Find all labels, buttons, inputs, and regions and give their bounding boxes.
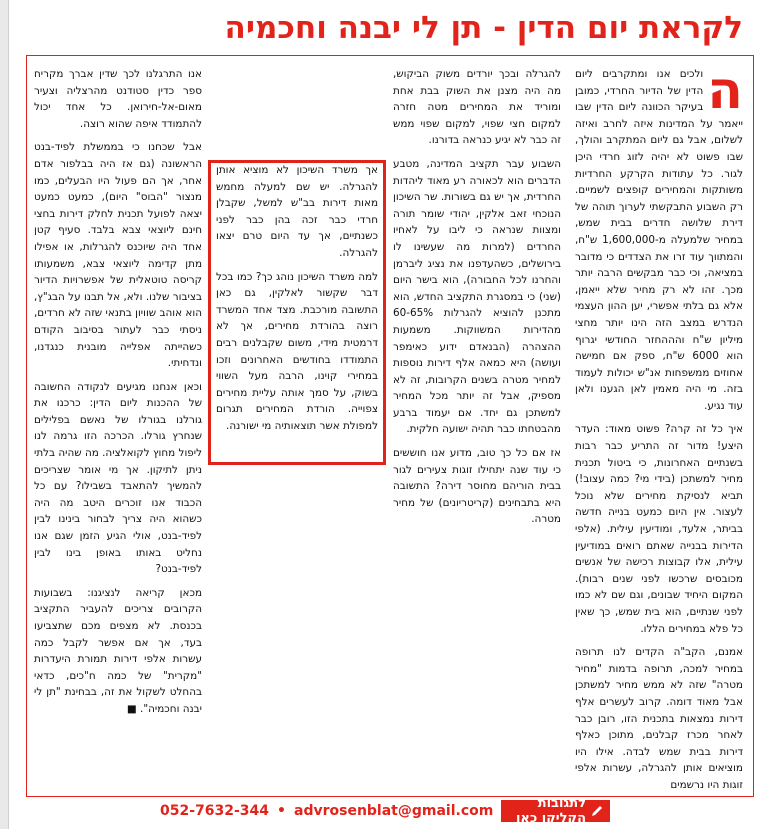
paragraph: למה משרד השיכון נוהג כך? כמו בכל דבר שקשור לאלקין, גם כאן התשובה מורכבת. מצד אחד המשרד רוצה בהורדת מחירים, אך לא דרמטית מידי, משום שקבלנים רבים התמודדו בחודשים האחרונים וזכו במחירי קוינו, הרבה מעל השווי בשוק, על סמך אותה עליית מחירים צפוייה. הורדת המחירים תגרום למפולת אשר תוצאותיה מי ישורנה. bbox=[216, 270, 378, 432]
response-label: לתגובות הקליקו כאן bbox=[515, 796, 586, 826]
response-button[interactable] bbox=[501, 796, 610, 826]
pen-icon bbox=[590, 804, 604, 818]
column-4 bbox=[34, 66, 202, 784]
paragraph: להגרלה ובכך יורדים משוק הביקוש, מה היה מצנן את השוק בבת אחת ומוריד את המחירים מטה חזרה למקום חצי שפוי, למקום שפוי ממש זה כבר לא יגיע כנראה בדורנו. bbox=[393, 68, 561, 147]
dropcap: ה bbox=[707, 61, 743, 121]
paragraph: אנו התרגלנו לכך שדין אברך מקריח ספר כדין סטודנט מהרצליה וצעיר מאום-אל-חירואן. כל אחד יכול להתמודד איפה שהוא רוצה. bbox=[34, 68, 202, 130]
paragraph bbox=[213, 66, 381, 160]
paragraph: אמנם, הקב"ה הקדים לנו תרופה במחיר למכה, תרופה בדמות "מחיר מטרה" שזה לא ממש מחיר למשתכן אבל מאוד דומה. קרוב לעשרים אלף דירות נמצאות בתכנית הזו, רובן כבר לאחר מכרז קבלנים, מתוכן כאלף דירות בבית שמש לבדה. אילו היו מוציאים אותן להגרלה, עשרות אלפי זוגות היו נרשמים bbox=[575, 646, 743, 791]
separator: • bbox=[277, 803, 286, 819]
email-link[interactable]: advrosenblat@gmail.com bbox=[294, 803, 494, 819]
phone-number[interactable]: 052-7632-344 bbox=[160, 803, 270, 819]
paragraph: השבוע עבר תקציב המדינה, מטבע הדברים הוא לכאורה רע מאוד ליהדות החרדית, אך יש גם בשורות. שר השיכון הנוכחי זאב אלקין, יהודי שומר תורה ומצוות שנראה כי ליבו על לאחיו החרדים (למרות מה שעשינו לו בירושלים, כשהעדפנו את נציג ליברמן והחרנו לכל החבורה), הוא בישר היום (שני) כי במסגרת התקציב החדש, הוא מתכנן להוציא להגרלות 60-65% מהדירות המשווקות. משמעות ההצהרה (הבנאדם ידוע כאימפר ועושה) היא כמאה אלף דירות נוספות למחיר מטרה בשנים הקרובות, זה לא מספיק, אבל זה יותר מכל המחיר למשתכן גם יחד. אם יעמוד ברבע מהבטחתו כבר תהיה ישועה חלקית. bbox=[393, 157, 561, 436]
column-2 bbox=[393, 66, 561, 784]
highlight-box bbox=[208, 160, 386, 465]
paragraph: איך כל זה קרה? פשוט מאוד: העדר היצע! מדור זה התריע כבר רבות בשנתיים האחרונות, כי ביטול תכנית מחיר למשתכן (בידי מי? כמה עצוב!) תביא לנסיקת מחירים שלא נוכל לעצור. אין היום כמעט בנייה חדשה בביתר, אלעד, ומודיעין עילית. (אלפי הדירות בבנייה שאתם רואים במודיעין עילית, אלו קבוצות רכישה של אנשים מכובסים שרכשו לפני שנים רבות). המקום היחיד שבונים, וגם שם לא כמו לפני שנתיים, הוא בית שמש, כך שאין כל פלא במחירים הללו. bbox=[575, 423, 743, 635]
paragraph: וכאן אנחנו מגיעים לנקודה החשובה של ההכנות ליום הדין: כרכנו את גורלנו בגורלו של נאשם בפלילים שנחרץ גורלו. הכרכה הזו גרמה לנו ליפול מחוץ לקואלציה. מה שהיה בלתי ניתן לתיקון. אך מי אומר שצריכים להמשיך להתאבד בשבילו? עם כל הכבוד אנו זוכרים היטב מה היה כשהוא היה צריך לבחור בינינו לבין לפיד-בנט, אולי הגיע הזמן שגם אנו נחליט באותו באופן בינו לבין לפיד-בנט? bbox=[34, 380, 202, 576]
page-edge bbox=[0, 0, 9, 829]
contact-footer bbox=[160, 796, 610, 826]
column-1 bbox=[575, 61, 743, 791]
paragraph: ולכים אנו ומתקרבים ליום הדין של הדיור החרדי, כמובן בעיקר הכוונה ליום הדין שבו ייאמר על המדינות איזה לחרב ואיזה לשלום, אבל גם ליום המתקרב והולך, שבו פשוט לא יהיה לזוג חרדי היכן לגור. כל עתודות הקרקע החרדיות משותקות והמחירים קופצים לשמיים. רק השבוע התבקשתי לערוך תוהה של דירת שלושה חדרים בבית שמש, במחיר שלמעלה מ-1,600,000 ש"ח, והמתווך עוד זרו את הצדדים כי מדובר במציאה, וכי כבר מבקשים הרבה יותר מכך. זהו לא רק מחיר שלא ייאמן, אלא גם בלתי אפשרי, יען ההון העצמי הנדרש במצב הזה הינו יותר מחצי מיליון ש"ח והההחזר החודשי יגרוף הוא 6000 ש"ח, ספק אם חמישה אחוזים ממשפחות אנ"ש יכולות לעמוד בזה. מי היה מאמין לאן הגענו ולאן עוד נגיע. bbox=[575, 68, 743, 412]
headline: לקראת יום הדין - תן לי יבנה וחכמיה bbox=[224, 10, 743, 46]
paragraph: אבל שכחנו כי בממשלת לפיד-בנט הראשונה (גם אז היה בבלפור אדם אחר, אך הם פעול היו הבעלים, כמו מנצור "הבוס" היום), כמעט כמעט יצאה לפועל תכנית לחלק דירות בחצי חינם ליוצאי צבא בלבד. סעיף קטן אחד היה שיוכנס להגרלות, או אפילו מתן קדימה ליוצאי צבא, משמעותו קריסה טוטאלית של אפשרויות הדיור בציבור שלנו. ולא, אל תבנו על הבג"ץ, הוא אוהב שוויון בתנאי שזה לא חרדים, ניסתי כבר לעתור בסיבוב הקודם כשהייתה אפלייה מובנית כנגדנו, ונדחיתי. bbox=[34, 141, 202, 370]
paragraph: אז אם כל כך טוב, מדוע אנו חוששים כי עוד שנה יתחילו זוגות צעירים לגור בבית הוריהם מחוסר דירה? התשובה היא בתבחינים (קריטריונים) של מחיר מטרה. bbox=[393, 447, 561, 526]
paragraph: מכאן קריאה לנציגנו: בשבועות הקרובים צריכים להעביר התקציב בכנסת. לא מצפים מכם שתצביעו בעד, אך אם אפשר לקבל כמה עשרות אלפי דירות תמורת היעדרות "מקרית" של כמה ח"כים, כדאי בהחלט לשקול את זה, בבחינת "תן לי יבנה וחכמיה". ■ bbox=[34, 586, 202, 715]
paragraph: אך משרד השיכון לא מוציא אותן להגרלה. יש שם למעלה מחמש מאות דירות בב"ש למשל, שקבלן חרדי כבר זכה בהן כבר לפני כשנתיים, אך עד היום טרם יצאו להגרלה. bbox=[216, 164, 378, 259]
